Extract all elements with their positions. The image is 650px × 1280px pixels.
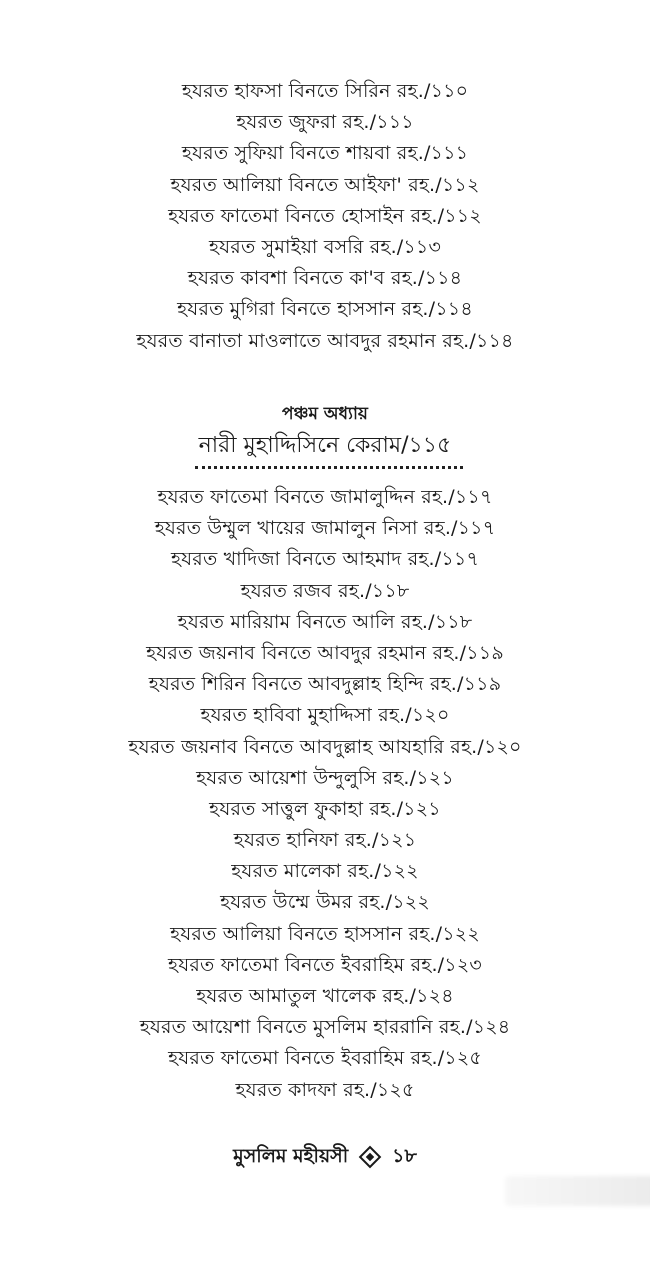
toc-entry: হযরত মুগিরা বিনতে হাসসান রহ./১১৪ — [177, 298, 473, 321]
toc-entry: হযরত আয়েশা বিনতে মুসলিম হাররানি রহ./১২৪ — [139, 1016, 511, 1039]
toc-entry: হযরত ফাতেমা বিনতে জামালুদ্দিন রহ./১১৭ — [157, 486, 493, 508]
toc-entry: হযরত কাদফা রহ./১২৫ — [235, 1078, 415, 1101]
book-title: মুসলিম মহীয়সী — [233, 1145, 349, 1167]
toc-entry: হযরত আয়েশা উন্দুলুসি রহ./১২১ — [196, 766, 454, 789]
toc-entry: হযরত কাবশা বিনতে কা'ব রহ./১১৪ — [187, 267, 463, 290]
toc-entry: হযরত হানিফা রহ./১২১ — [233, 829, 417, 852]
toc-entry: হযরত রজব রহ./১১৮ — [240, 579, 410, 602]
toc-entry: হযরত জয়নাব বিনতে আবদুল্লাহ আযহারি রহ./১২০ — [128, 735, 522, 758]
toc-entry: হযরত আলিয়া বিনতে আইফা' রহ./১১২ — [170, 173, 480, 196]
toc-entry: হযরত শিরিন বিনতে আবদুল্লাহ হিন্দি রহ./১১৯ — [148, 673, 502, 696]
toc-entry: হযরত জয়নাব বিনতে আবদুর রহমান রহ./১১৯ — [146, 641, 504, 664]
dotted-divider — [195, 466, 463, 469]
toc-entry: হযরত সাত্তুল ফুকাহা রহ./১২১ — [209, 797, 441, 820]
toc-entry: হযরত হাবিবা মুহাদ্দিসা রহ./১২০ — [200, 704, 450, 727]
toc-entry: হযরত সুমাইয়া বসরি রহ./১১৩ — [208, 235, 442, 258]
page-footer — [0, 1141, 650, 1171]
toc-entry: হযরত উম্মে উমর রহ./১২২ — [220, 891, 430, 914]
toc-entry: হযরত ফাতেমা বিনতে হোসাইন রহ./১১২ — [168, 204, 482, 227]
page-number: ১৮ — [392, 1145, 417, 1167]
diamond-ornament-icon — [359, 1145, 382, 1168]
toc-entry: হযরত ফাতেমা বিনতে ইবরাহিম রহ./১২৫ — [168, 1047, 482, 1070]
chapter-title: নারী মুহাদ্দিসিনে কেরাম/১১৫ — [198, 433, 452, 458]
toc-entry: হযরত আমাতুল খালেক রহ./১২৪ — [196, 985, 454, 1007]
toc-entry: হযরত ফাতেমা বিনতে ইবরাহিম রহ./১২৩ — [168, 953, 482, 976]
chapter-label: পঞ্চম অধ্যায় — [282, 404, 368, 424]
toc-entry: হযরত সুফিয়া বিনতে শায়বা রহ./১১১ — [181, 142, 469, 165]
toc-entry: হযরত জুফরা রহ./১১১ — [236, 111, 414, 134]
toc-entry: হযরত আলিয়া বিনতে হাসসান রহ./১২২ — [170, 922, 480, 945]
toc-list-chapter-five — [0, 482, 650, 1106]
toc-entry: হযরত খাদিজা বিনতে আহমাদ রহ./১১৭ — [170, 548, 480, 571]
toc-entry: হযরত উম্মুল খায়ের জামালুন নিসা রহ./১১৭ — [154, 517, 496, 540]
toc-entry: হযরত মালেকা রহ./১২২ — [231, 860, 419, 883]
toc-entry: হযরত হাফসা বিনতে সিরিন রহ./১১০ — [181, 80, 469, 102]
bleed-through-shadow — [505, 1176, 650, 1206]
toc-entry: হযরত মারিয়াম বিনতে আলি রহ./১১৮ — [177, 610, 473, 633]
toc-list-chapter-four — [0, 76, 650, 357]
toc-entry: হযরত বানাতা মাওলাতে আবদুর রহমান রহ./১১৪ — [136, 329, 514, 352]
